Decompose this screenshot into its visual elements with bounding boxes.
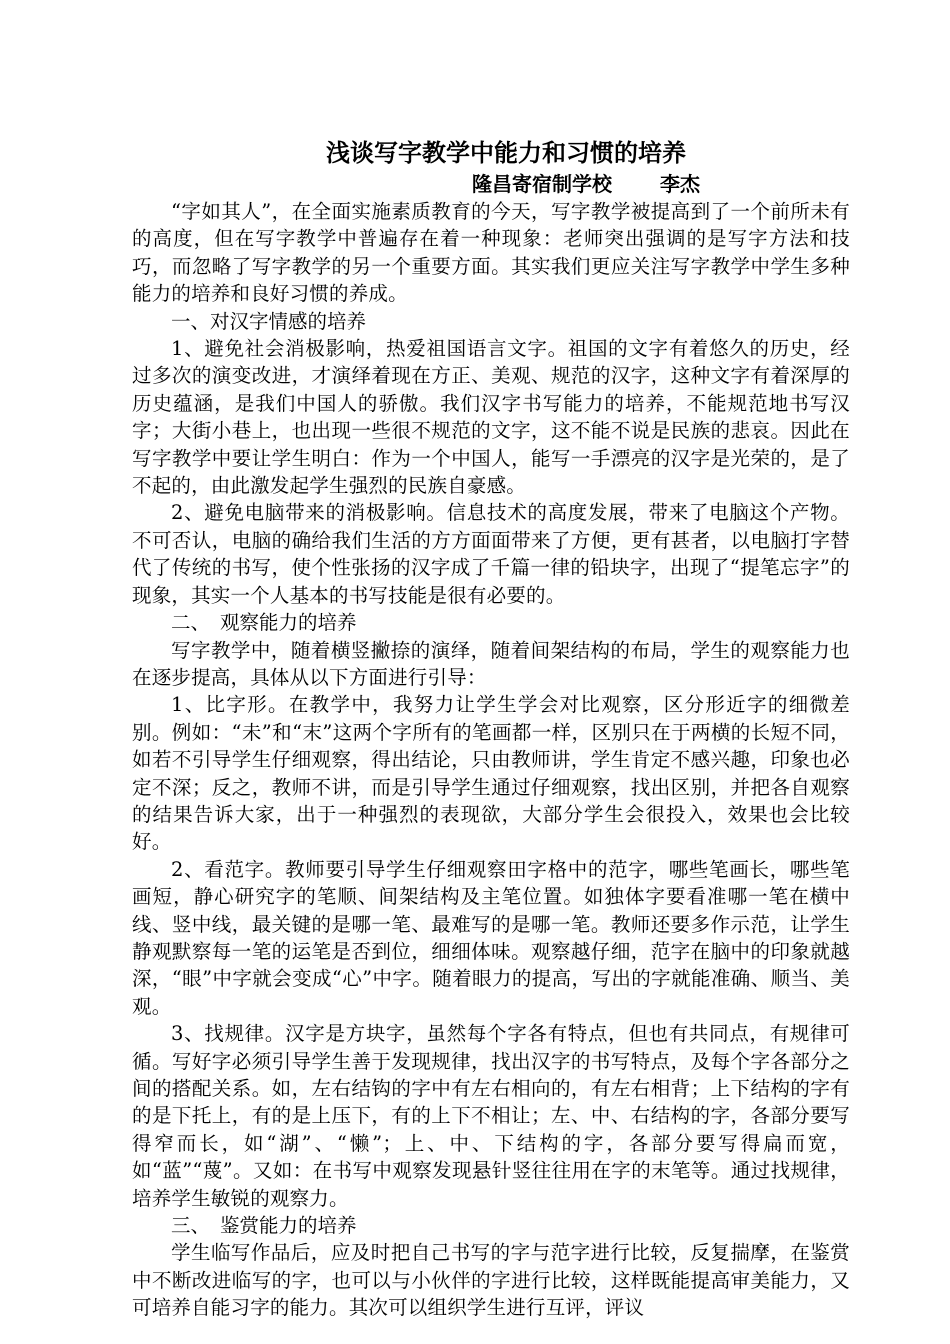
section-2-paragraph-2: 2、看范字。教师要引导学生仔细观察田字格中的范字，哪些笔画长，哪些笔画短，静心研究字的笔顺、间架结构及主笔位置。如独体字要看准哪一笔在横中线、竖中线，最关键的是哪一笔、最难写的是哪一笔。教师还要多作示范，让学生静观默察每一笔的运笔是否到位，细细体味。观察越仔细，范字在脑中的印象就越深，“眼”中字就会变成“心”中字。随着眼力的提高，写出的字就能准确、顺当、美观。 <box>132 857 850 1018</box>
section-1-heading: 一、对汉字情感的培养 <box>171 309 367 333</box>
author-name: 李杰 <box>660 172 700 196</box>
section-3-number: 三、 <box>171 1214 211 1238</box>
section-3-title: 鉴赏能力的培养 <box>220 1214 357 1238</box>
section-2-intro: 写字教学中，随着横竖撇捺的演绎，随着间架结构的布局，学生的观察能力也在逐步提高，具体从以下方面进行引导： <box>132 638 850 689</box>
section-3-heading <box>132 1212 850 1239</box>
section-1-paragraph-2: 2、避免电脑带来的消极影响。信息技术的高度发展，带来了电脑这个产物。不可否认，电脑的确给我们生活的方方面面带来了方便，更有甚者，以电脑打字替代了传统的书写，使个性张扬的汉字成了千篇一律的铅块字，出现了“提笔忘字”的现象，其实一个人基本的书写技能是很有必要的。 <box>132 501 850 607</box>
section-3-paragraph-1: 学生临写作品后，应及时把自己书写的字与范字进行比较，反复揣摩，在鉴赏中不断改进临写的字，也可以与小伙伴的字进行比较，这样既能提高审美能力，又可培养自能习字的能力。其次可以组织学生进行互评，评议 <box>132 1241 850 1320</box>
section-2-number: 二、 <box>171 611 211 635</box>
section-2-heading <box>132 609 850 636</box>
section-2-paragraph-1: 1、比字形。在教学中，我努力让学生学会对比观察，区分形近字的细微差别。例如：“未”和“末”这两个字所有的笔画都一样，区别只在于两横的长短不同，如若不引导学生仔细观察，得出结论，只由教师讲，学生肯定不感兴趣，印象也必定不深；反之，教师不讲，而是引导学生通过仔细观察，找出区别，并把各自观察的结果告诉大家，出于一种强烈的表现欲，大部分学生会很投入，效果也会比较好。 <box>132 693 850 854</box>
document-title: 浅谈写字教学中能力和习惯的培养 <box>326 139 686 167</box>
section-2-title: 观察能力的培养 <box>220 611 357 635</box>
school-name: 隆昌寄宿制学校 <box>472 172 612 196</box>
byline <box>132 170 850 198</box>
section-2-paragraph-3: 3、找规律。汉字是方块字，虽然每个字各有特点，但也有共同点，有规律可循。写好字必须引导学生善于发现规律，找出汉字的书写特点，及每个字各部分之间的搭配关系。如，左右结钩的字中有左右相向的，有左右相背；上下结构的字有的是下托上，有的是上压下，有的上下不相让；左、中、右结构的字，各部分要写得窄而长，如“湖”、“懒”；上、中、下结构的字，各部分要写得扁而宽，如“蓝”“蔑”。又如：在书写中观察发现悬针竖往往用在字的末笔等。通过找规律，培养学生敏锐的观察力。 <box>132 1022 850 1210</box>
section-1-paragraph-1: 1、避免社会消极影响，热爱祖国语言文字。祖国的文字有着悠久的历史，经过多次的演变改进，才演绎着现在方正、美观、规范的汉字，这种文字有着深厚的历史蕴涵，是我们中国人的骄傲。我们汉字书写能力的培养，不能规范地书写汉字；大街小巷上，也出现一些很不规范的文字，这不能不说是民族的悲哀。因此在写字教学中要让学生明白：作为一个中国人，能写一手漂亮的汉字是光荣的，是了不起的，由此激发起学生强烈的民族自豪感。 <box>132 337 850 498</box>
intro-paragraph: “字如其人”，在全面实施素质教育的今天，写字教学被提高到了一个前所未有的高度，但在写字教学中普遍存在着一种现象：老师突出强调的是写字方法和技巧，而忽略了写字教学的另一个重要方面。其实我们更应关注写字教学中学生多种能力的培养和良好习惯的养成。 <box>132 200 850 306</box>
